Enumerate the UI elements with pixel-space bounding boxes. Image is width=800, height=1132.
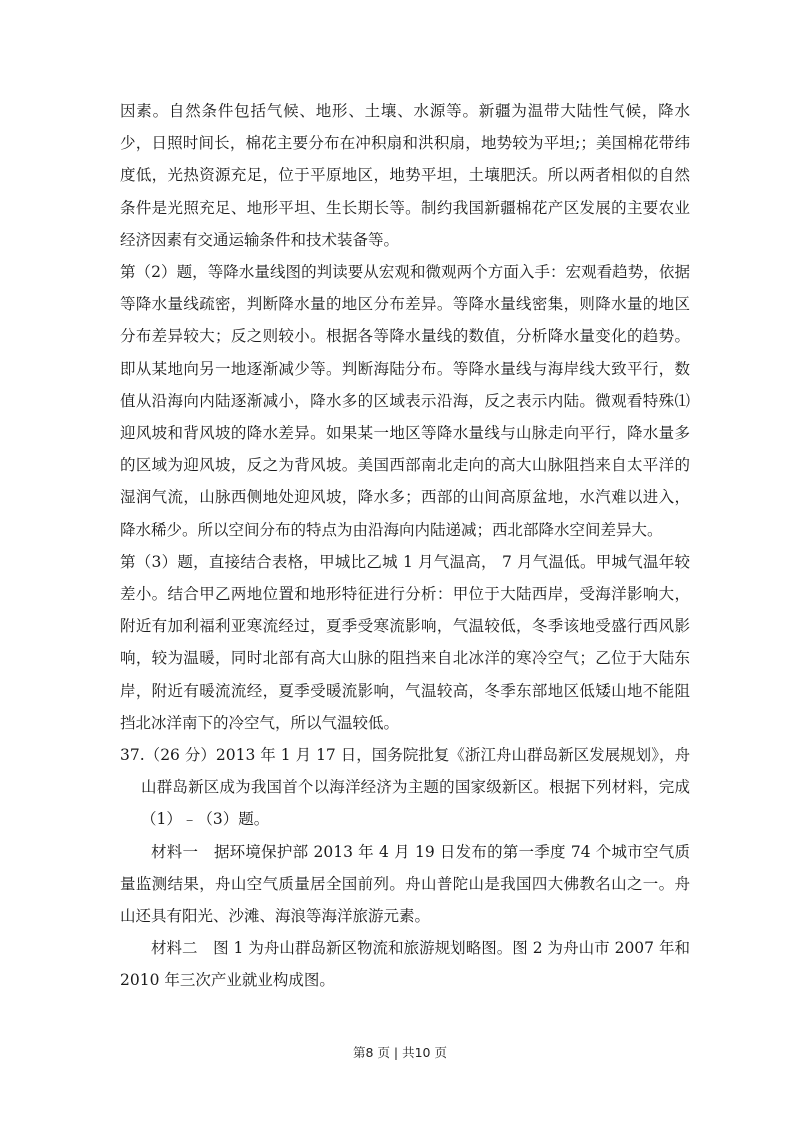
answer-paragraph-1: 因素。自然条件包括气候、地形、土壤、水源等。新疆为温带大陆性气候，降水少，日照时间长，棉花主要分布在冲积扇和洪积扇，地势较为平坦;；美国棉花带纬度低，光热资源充足，位于平原地区，地势平坦，土壤肥沃。所以两者相似的自然条件是光照充足、地形平坦、生长期长等。制约我国新疆棉花产区发展的主要农业经济因素有交通运输条件和技术装备等。 bbox=[120, 102, 690, 249]
answer-paragraph-2: 第（2）题，等降水量线图的判读要从宏观和微观两个方面入手：宏观看趋势，依据等降水量线疏密，判断降水量的地区分布差异。等降水量线密集，则降水量的地区分布差异较大；反之则较小。根据各等降水量线的数值，分析降水量变化的趋势。即从某地向另一地逐渐减少等。判断海陆分布。等降水量线与海岸线大致平行，数值从沿海向内陆逐渐减小，降水多的区域表示沿海，反之表示内陆。微观看特殊⑴迎风坡和背风坡的降水差异。如果某一地区等降水量线与山脉走向平行，降水量多的区域为迎风坡，反之为背风坡。美国西部南北走向的高大山脉阻挡来自太平洋的湿润气流，山脉西侧地处迎风坡，降水多；西部的山间高原盆地，水汽难以进入，降水稀少。所以空间分布的特点为由沿海向内陆递减；西北部降水空间差异大。 bbox=[120, 263, 690, 539]
question-37: 37.（26 分）2013 年 1 月 17 日，国务院批复《浙江舟山群岛新区发展规划》，舟山群岛新区成为我国首个以海洋经济为主题的国家级新区。根据下列材料，完成（1）﹣（3）题。 bbox=[120, 746, 690, 829]
answer-paragraph-3: 第（3）题，直接结合表格，甲城比乙城 1 月气温高， 7 月气温低。甲城气温年较差小。结合甲乙两地位置和地形特征进行分析：甲位于大陆西岸，受海洋影响大，附近有加利福利亚寒流经过，夏季受寒流影响，气温较低，冬季该地受盛行西风影响，较为温暖，同时北部有高大山脉的阻挡来自北冰洋的寒冷空气；乙位于大陆东岸，附近有暖流流经，夏季受暖流影响，气温较高，冬季东部地区低矮山地不能阻挡北冰洋南下的冷空气，所以气温较低。 bbox=[120, 552, 690, 732]
page-footer: 第8 页 | 共10 页 bbox=[353, 1045, 447, 1060]
document-body bbox=[120, 95, 690, 997]
material-two: 材料二 图 1 为舟山群岛新区物流和旅游规划略图。图 2 为舟山市 2007 年和 2010 年三次产业就业构成图。 bbox=[120, 939, 690, 990]
material-one: 材料一 据环境保护部 2013 年 4 月 19 日发布的第一季度 74 个城市空气质量监测结果，舟山空气质量居全国前列。舟山普陀山是我国四大佛教名山之一。舟山还具有阳光、沙滩、海浪等海洋旅游元素。 bbox=[120, 842, 690, 926]
